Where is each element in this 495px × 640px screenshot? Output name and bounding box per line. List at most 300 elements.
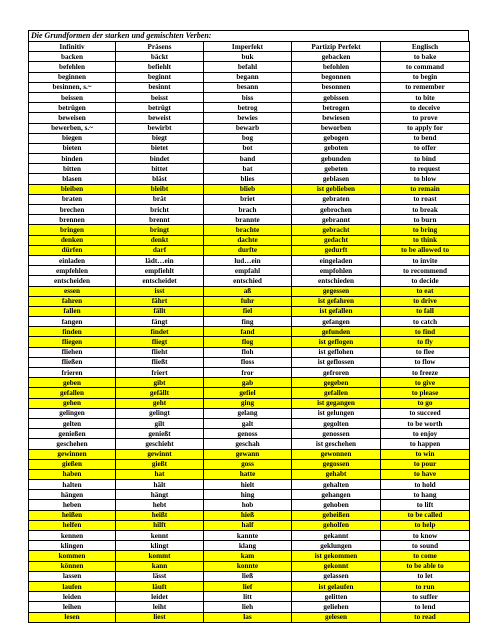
- table-row: [29, 255, 470, 265]
- englisch-cell: to bend: [381, 133, 470, 143]
- imperfekt-cell: genoss: [204, 429, 292, 439]
- imperfekt-cell: bat: [204, 164, 292, 174]
- praesens-cell: beisst: [116, 92, 204, 102]
- imperfekt-cell: blieb: [204, 184, 292, 194]
- header-row: [29, 42, 470, 52]
- table-row: [29, 531, 470, 541]
- englisch-cell: to apply for: [381, 123, 470, 133]
- infinitiv-cell: geschehen: [29, 439, 116, 449]
- table-row: [29, 113, 470, 123]
- partizip-cell: gekannt: [292, 531, 381, 541]
- infinitiv-cell: befehlen: [29, 62, 116, 72]
- englisch-cell: to freeze: [381, 368, 470, 378]
- infinitiv-cell: halten: [29, 480, 116, 490]
- infinitiv-cell: essen: [29, 286, 116, 296]
- partizip-cell: geliehen: [292, 602, 381, 612]
- partizip-cell: ist gefahren: [292, 296, 381, 306]
- praesens-cell: bietet: [116, 143, 204, 153]
- verb-table-body: [29, 52, 470, 623]
- englisch-cell: to recommend: [381, 266, 470, 276]
- englisch-cell: to blow: [381, 174, 470, 184]
- imperfekt-cell: brannte: [204, 215, 292, 225]
- partizip-cell: gehangen: [292, 490, 381, 500]
- table-row: [29, 317, 470, 327]
- imperfekt-cell: galt: [204, 418, 292, 428]
- table-row: [29, 418, 470, 428]
- table-row: [29, 235, 470, 245]
- praesens-cell: bäckt: [116, 52, 204, 62]
- table-row: [29, 276, 470, 286]
- englisch-cell: to remember: [381, 82, 470, 92]
- praesens-cell: kommt: [116, 551, 204, 561]
- praesens-cell: fährt: [116, 296, 204, 306]
- infinitiv-cell: binden: [29, 154, 116, 164]
- table-row: [29, 123, 470, 133]
- table-row: [29, 551, 470, 561]
- englisch-cell: to hold: [381, 480, 470, 490]
- imperfekt-cell: lieh: [204, 602, 292, 612]
- englisch-cell: to flee: [381, 347, 470, 357]
- table-row: [29, 408, 470, 418]
- imperfekt-cell: klang: [204, 541, 292, 551]
- infinitiv-cell: leiden: [29, 592, 116, 602]
- praesens-cell: geht: [116, 398, 204, 408]
- infinitiv-cell: gefallen: [29, 388, 116, 398]
- table-row: [29, 449, 470, 459]
- imperfekt-cell: bot: [204, 143, 292, 153]
- table-row: [29, 439, 470, 449]
- praesens-cell: bewirbt: [116, 123, 204, 133]
- imperfekt-cell: ließ: [204, 571, 292, 581]
- table-row: [29, 368, 470, 378]
- infinitiv-cell: können: [29, 561, 116, 571]
- englisch-cell: to begin: [381, 72, 470, 82]
- infinitiv-cell: betrügen: [29, 103, 116, 113]
- partizip-cell: empfohlen: [292, 266, 381, 276]
- englisch-cell: to be worth: [381, 418, 470, 428]
- infinitiv-cell: haben: [29, 469, 116, 479]
- imperfekt-cell: gab: [204, 378, 292, 388]
- imperfekt-cell: fand: [204, 327, 292, 337]
- englisch-cell: to enjoy: [381, 429, 470, 439]
- table-row: [29, 561, 470, 571]
- praesens-cell: lässt: [116, 571, 204, 581]
- table-row: [29, 154, 470, 164]
- partizip-cell: genossen: [292, 429, 381, 439]
- englisch-cell: to bring: [381, 225, 470, 235]
- table-row: [29, 602, 470, 612]
- infinitiv-cell: lassen: [29, 571, 116, 581]
- partizip-cell: gefunden: [292, 327, 381, 337]
- englisch-cell: to pour: [381, 459, 470, 469]
- imperfekt-cell: durfte: [204, 245, 292, 255]
- imperfekt-cell: betrog: [204, 103, 292, 113]
- partizip-cell: ist geflogen: [292, 337, 381, 347]
- table-row: [29, 357, 470, 367]
- praesens-cell: darf: [116, 245, 204, 255]
- infinitiv-cell: bitten: [29, 164, 116, 174]
- table-row: [29, 347, 470, 357]
- englisch-cell: to go: [381, 398, 470, 408]
- partizip-cell: gefroren: [292, 368, 381, 378]
- infinitiv-cell: biegen: [29, 133, 116, 143]
- table-row: [29, 103, 470, 113]
- praesens-cell: fängt: [116, 317, 204, 327]
- englisch-cell: to read: [381, 612, 470, 622]
- praesens-cell: geschieht: [116, 439, 204, 449]
- englisch-cell: to happen: [381, 439, 470, 449]
- praesens-cell: hat: [116, 469, 204, 479]
- praesens-cell: hängt: [116, 490, 204, 500]
- partizip-cell: geblasen: [292, 174, 381, 184]
- table-row: [29, 541, 470, 551]
- partizip-cell: gebogen: [292, 133, 381, 143]
- infinitiv-cell: laufen: [29, 581, 116, 591]
- englisch-cell: to have: [381, 469, 470, 479]
- header-infinitiv: Infinitiv: [29, 42, 116, 52]
- infinitiv-cell: fallen: [29, 306, 116, 316]
- praesens-cell: bringt: [116, 225, 204, 235]
- praesens-cell: fliegt: [116, 337, 204, 347]
- partizip-cell: gehoben: [292, 500, 381, 510]
- imperfekt-cell: brach: [204, 205, 292, 215]
- praesens-cell: gefällt: [116, 388, 204, 398]
- imperfekt-cell: dachte: [204, 235, 292, 245]
- englisch-cell: to sound: [381, 541, 470, 551]
- infinitiv-cell: beissen: [29, 92, 116, 102]
- englisch-cell: to deceive: [381, 103, 470, 113]
- infinitiv-cell: gewinnen: [29, 449, 116, 459]
- praesens-cell: heißt: [116, 510, 204, 520]
- praesens-cell: fließt: [116, 357, 204, 367]
- infinitiv-cell: klingen: [29, 541, 116, 551]
- partizip-cell: gelitten: [292, 592, 381, 602]
- imperfekt-cell: fiel: [204, 306, 292, 316]
- partizip-cell: gefallen: [292, 388, 381, 398]
- praesens-cell: lädt…ein: [116, 255, 204, 265]
- partizip-cell: gelesen: [292, 612, 381, 622]
- praesens-cell: hält: [116, 480, 204, 490]
- table-row: [29, 500, 470, 510]
- partizip-cell: besonnen: [292, 82, 381, 92]
- infinitiv-cell: entscheiden: [29, 276, 116, 286]
- table-row: [29, 62, 470, 72]
- englisch-cell: to burn: [381, 215, 470, 225]
- englisch-cell: to be allowed to: [381, 245, 470, 255]
- table-row: [29, 92, 470, 102]
- infinitiv-cell: besinnen, s.~: [29, 82, 116, 92]
- partizip-cell: gebeten: [292, 164, 381, 174]
- imperfekt-cell: goss: [204, 459, 292, 469]
- praesens-cell: friert: [116, 368, 204, 378]
- partizip-cell: gebrochen: [292, 205, 381, 215]
- praesens-cell: bindet: [116, 154, 204, 164]
- imperfekt-cell: hielt: [204, 480, 292, 490]
- partizip-cell: gebacken: [292, 52, 381, 62]
- infinitiv-cell: denken: [29, 235, 116, 245]
- table-row: [29, 205, 470, 215]
- table-row: [29, 133, 470, 143]
- englisch-cell: to come: [381, 551, 470, 561]
- imperfekt-cell: bewarb: [204, 123, 292, 133]
- header-praesens: Präsens: [116, 42, 204, 52]
- partizip-cell: geheißen: [292, 510, 381, 520]
- imperfekt-cell: bog: [204, 133, 292, 143]
- imperfekt-cell: gelang: [204, 408, 292, 418]
- praesens-cell: bläst: [116, 174, 204, 184]
- infinitiv-cell: fließen: [29, 357, 116, 367]
- infinitiv-cell: kommen: [29, 551, 116, 561]
- imperfekt-cell: hatte: [204, 469, 292, 479]
- partizip-cell: befohlen: [292, 62, 381, 72]
- partizip-cell: eingeladen: [292, 255, 381, 265]
- infinitiv-cell: kennen: [29, 531, 116, 541]
- englisch-cell: to be called: [381, 510, 470, 520]
- imperfekt-cell: biss: [204, 92, 292, 102]
- englisch-cell: to invite: [381, 255, 470, 265]
- partizip-cell: gedurft: [292, 245, 381, 255]
- infinitiv-cell: fliegen: [29, 337, 116, 347]
- englisch-cell: to be able to: [381, 561, 470, 571]
- imperfekt-cell: floss: [204, 357, 292, 367]
- praesens-cell: besinnt: [116, 82, 204, 92]
- infinitiv-cell: geben: [29, 378, 116, 388]
- table-row: [29, 592, 470, 602]
- partizip-cell: ist gekommen: [292, 551, 381, 561]
- infinitiv-cell: bleiben: [29, 184, 116, 194]
- imperfekt-cell: hing: [204, 490, 292, 500]
- table-row: [29, 398, 470, 408]
- infinitiv-cell: hängen: [29, 490, 116, 500]
- infinitiv-cell: genießen: [29, 429, 116, 439]
- englisch-cell: to bind: [381, 154, 470, 164]
- infinitiv-cell: beweisen: [29, 113, 116, 123]
- englisch-cell: to find: [381, 327, 470, 337]
- imperfekt-cell: lud…ein: [204, 255, 292, 265]
- table-row: [29, 306, 470, 316]
- englisch-cell: to break: [381, 205, 470, 215]
- praesens-cell: flieht: [116, 347, 204, 357]
- praesens-cell: leidet: [116, 592, 204, 602]
- table-row: [29, 296, 470, 306]
- imperfekt-cell: empfahl: [204, 266, 292, 276]
- imperfekt-cell: entschied: [204, 276, 292, 286]
- infinitiv-cell: empfehlen: [29, 266, 116, 276]
- englisch-cell: to decide: [381, 276, 470, 286]
- infinitiv-cell: fangen: [29, 317, 116, 327]
- praesens-cell: brennt: [116, 215, 204, 225]
- partizip-cell: geholfen: [292, 520, 381, 530]
- partizip-cell: ist gefallen: [292, 306, 381, 316]
- partizip-cell: gegolten: [292, 418, 381, 428]
- praesens-cell: leiht: [116, 602, 204, 612]
- imperfekt-cell: kam: [204, 551, 292, 561]
- table-row: [29, 612, 470, 622]
- partizip-cell: gegessen: [292, 286, 381, 296]
- englisch-cell: to give: [381, 378, 470, 388]
- praesens-cell: bleibt: [116, 184, 204, 194]
- englisch-cell: to remain: [381, 184, 470, 194]
- infinitiv-cell: einladen: [29, 255, 116, 265]
- infinitiv-cell: gelingen: [29, 408, 116, 418]
- englisch-cell: to flow: [381, 357, 470, 367]
- partizip-cell: beworben: [292, 123, 381, 133]
- infinitiv-cell: bringen: [29, 225, 116, 235]
- table-row: [29, 469, 470, 479]
- infinitiv-cell: helfen: [29, 520, 116, 530]
- imperfekt-cell: befahl: [204, 62, 292, 72]
- partizip-cell: gekonnt: [292, 561, 381, 571]
- englisch-cell: to succeed: [381, 408, 470, 418]
- praesens-cell: kann: [116, 561, 204, 571]
- partizip-cell: gedacht: [292, 235, 381, 245]
- praesens-cell: gibt: [116, 378, 204, 388]
- imperfekt-cell: lief: [204, 581, 292, 591]
- partizip-cell: gegossen: [292, 459, 381, 469]
- praesens-cell: klingt: [116, 541, 204, 551]
- table-row: [29, 378, 470, 388]
- partizip-cell: gegeben: [292, 378, 381, 388]
- table-row: [29, 194, 470, 204]
- praesens-cell: bricht: [116, 205, 204, 215]
- table-row: [29, 459, 470, 469]
- table-row: [29, 143, 470, 153]
- table-row: [29, 429, 470, 439]
- infinitiv-cell: leihen: [29, 602, 116, 612]
- table-row: [29, 510, 470, 520]
- imperfekt-cell: las: [204, 612, 292, 622]
- partizip-cell: ist geflossen: [292, 357, 381, 367]
- partizip-cell: ist gegangen: [292, 398, 381, 408]
- verb-table: [28, 41, 470, 623]
- infinitiv-cell: fliehen: [29, 347, 116, 357]
- imperfekt-cell: buk: [204, 52, 292, 62]
- infinitiv-cell: heben: [29, 500, 116, 510]
- praesens-cell: genießt: [116, 429, 204, 439]
- infinitiv-cell: blasen: [29, 174, 116, 184]
- englisch-cell: to hang: [381, 490, 470, 500]
- englisch-cell: to request: [381, 164, 470, 174]
- table-row: [29, 245, 470, 255]
- table-row: [29, 52, 470, 62]
- imperfekt-cell: brachte: [204, 225, 292, 235]
- praesens-cell: betrügt: [116, 103, 204, 113]
- infinitiv-cell: gießen: [29, 459, 116, 469]
- englisch-cell: to offer: [381, 143, 470, 153]
- partizip-cell: gewonnen: [292, 449, 381, 459]
- englisch-cell: to lift: [381, 500, 470, 510]
- imperfekt-cell: fing: [204, 317, 292, 327]
- imperfekt-cell: bewies: [204, 113, 292, 123]
- infinitiv-cell: backen: [29, 52, 116, 62]
- imperfekt-cell: geschah: [204, 439, 292, 449]
- praesens-cell: biegt: [116, 133, 204, 143]
- englisch-cell: to lend: [381, 602, 470, 612]
- praesens-cell: bittet: [116, 164, 204, 174]
- partizip-cell: gebraten: [292, 194, 381, 204]
- englisch-cell: to fall: [381, 306, 470, 316]
- englisch-cell: to suffer: [381, 592, 470, 602]
- infinitiv-cell: dürfen: [29, 245, 116, 255]
- infinitiv-cell: brennen: [29, 215, 116, 225]
- table-row: [29, 490, 470, 500]
- imperfekt-cell: fuhr: [204, 296, 292, 306]
- imperfekt-cell: aß: [204, 286, 292, 296]
- table-row: [29, 266, 470, 276]
- partizip-cell: geklungen: [292, 541, 381, 551]
- imperfekt-cell: blies: [204, 174, 292, 184]
- partizip-cell: ist geschehen: [292, 439, 381, 449]
- praesens-cell: befiehlt: [116, 62, 204, 72]
- imperfekt-cell: half: [204, 520, 292, 530]
- partizip-cell: gelassen: [292, 571, 381, 581]
- partizip-cell: ist geflohen: [292, 347, 381, 357]
- header-englisch: Englisch: [381, 42, 470, 52]
- table-row: [29, 184, 470, 194]
- partizip-cell: gebracht: [292, 225, 381, 235]
- partizip-cell: gehabt: [292, 469, 381, 479]
- englisch-cell: to command: [381, 62, 470, 72]
- praesens-cell: findet: [116, 327, 204, 337]
- praesens-cell: denkt: [116, 235, 204, 245]
- praesens-cell: empfiehlt: [116, 266, 204, 276]
- praesens-cell: liest: [116, 612, 204, 622]
- imperfekt-cell: ging: [204, 398, 292, 408]
- partizip-cell: begonnen: [292, 72, 381, 82]
- table-row: [29, 225, 470, 235]
- partizip-cell: geboten: [292, 143, 381, 153]
- imperfekt-cell: band: [204, 154, 292, 164]
- imperfekt-cell: briet: [204, 194, 292, 204]
- table-row: [29, 327, 470, 337]
- partizip-cell: bewiesen: [292, 113, 381, 123]
- imperfekt-cell: begann: [204, 72, 292, 82]
- praesens-cell: gewinnt: [116, 449, 204, 459]
- praesens-cell: gelingt: [116, 408, 204, 418]
- imperfekt-cell: kannte: [204, 531, 292, 541]
- table-row: [29, 571, 470, 581]
- partizip-cell: betrogen: [292, 103, 381, 113]
- partizip-cell: gebunden: [292, 154, 381, 164]
- imperfekt-cell: konnte: [204, 561, 292, 571]
- englisch-cell: to bite: [381, 92, 470, 102]
- imperfekt-cell: floh: [204, 347, 292, 357]
- infinitiv-cell: gehen: [29, 398, 116, 408]
- table-row: [29, 82, 470, 92]
- table-row: [29, 388, 470, 398]
- partizip-cell: gebrannt: [292, 215, 381, 225]
- englisch-cell: to run: [381, 581, 470, 591]
- englisch-cell: to catch: [381, 317, 470, 327]
- englisch-cell: to roast: [381, 194, 470, 204]
- imperfekt-cell: flog: [204, 337, 292, 347]
- header-imperfekt: Imperfekt: [204, 42, 292, 52]
- praesens-cell: kennt: [116, 531, 204, 541]
- praesens-cell: beginnt: [116, 72, 204, 82]
- praesens-cell: isst: [116, 286, 204, 296]
- praesens-cell: gilt: [116, 418, 204, 428]
- imperfekt-cell: hieß: [204, 510, 292, 520]
- infinitiv-cell: finden: [29, 327, 116, 337]
- verb-sheet: [28, 30, 469, 623]
- englisch-cell: to win: [381, 449, 470, 459]
- infinitiv-cell: bewerben, s.~: [29, 123, 116, 133]
- partizip-cell: entschieden: [292, 276, 381, 286]
- sheet-title: Die Grundformen der starken und gemischten Verben:: [28, 30, 469, 41]
- englisch-cell: to think: [381, 235, 470, 245]
- praesens-cell: fällt: [116, 306, 204, 316]
- praesens-cell: entscheidet: [116, 276, 204, 286]
